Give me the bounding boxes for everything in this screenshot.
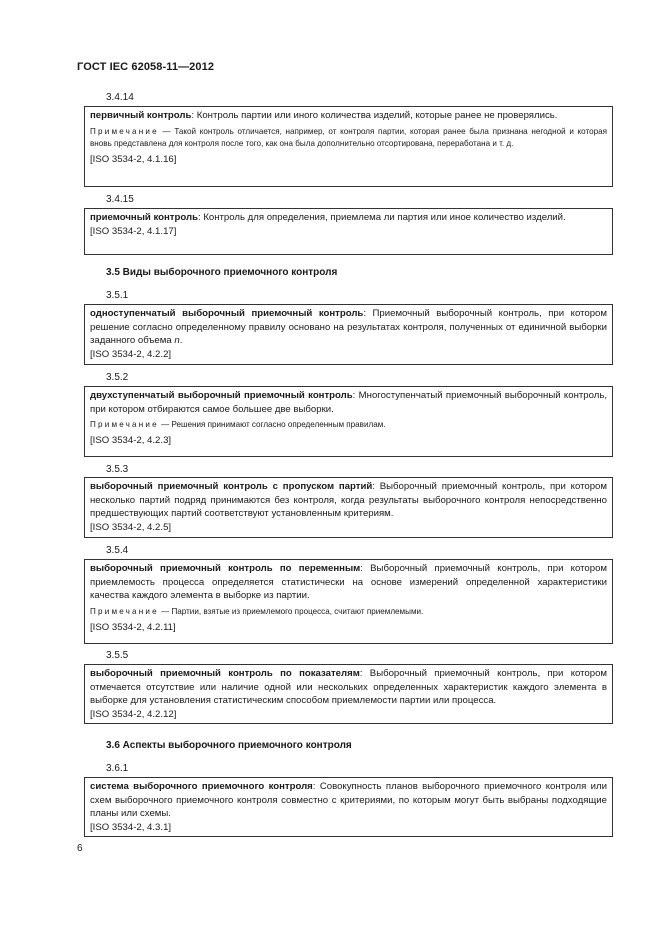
entry-number: 3.4.14 xyxy=(106,92,134,103)
entry-box-3-5-5 xyxy=(84,664,613,724)
entry-definition: одноступенчатый выборочный приемочный контроль: Приемочный выборочный контроль, при котором решение согласно определенному правилу основано на результатах контроля, полученных от единичной выборки заданного объема n. xyxy=(90,308,607,346)
entry-number: 3.5.4 xyxy=(106,545,129,556)
entry-box-3-6-1 xyxy=(84,777,613,837)
document-header: ГОСТ IEC 62058-11—2012 xyxy=(77,61,215,73)
note-label: Примечание xyxy=(90,606,159,616)
note-label: Примечание xyxy=(90,126,159,136)
entry-number: 3.4.15 xyxy=(106,194,134,205)
entry-term: первичный контроль xyxy=(90,110,192,121)
entry-term: двухступенчатый выборочный приемочный контроль xyxy=(90,390,353,401)
entry-term: выборочный приемочный контроль с пропуском партий xyxy=(90,481,373,492)
entry-number: 3.5.5 xyxy=(106,650,129,661)
entry-box-3-4-15 xyxy=(84,208,613,255)
entry-definition: двухступенчатый выборочный приемочный контроль: Многоступенчатый приемочный выборочный контроль, при котором отбираются самое большее две выборки. xyxy=(90,390,607,415)
entry-box-3-5-3 xyxy=(84,477,613,538)
entry-note: Примечание — Партии, взятые из приемлемого процесса, считают приемлемыми. xyxy=(90,606,424,616)
entry-term: выборочный приемочный контроль по показателям xyxy=(90,668,360,679)
entry-number: 3.6.1 xyxy=(106,763,129,774)
entry-box-3-5-4 xyxy=(84,559,613,644)
entry-number: 3.5.1 xyxy=(106,290,129,301)
note-label: Примечание xyxy=(90,420,159,429)
entry-definition: выборочный приемочный контроль по переменным: Выборочный приемочный контроль, при котором приемлемость процесса определяется статистически на основе измерений определенной характеристики качества каждого элемента в выборке из партии. xyxy=(90,563,608,601)
entry-definition: выборочный приемочный контроль по показателям: Выборочный приемочный контроль, при котором отмечается отсутствие или наличие одной или нескольких определенных характеристик каждого элемента в выборке для установления статистическим способом приемлемости партии или процесса. xyxy=(90,668,608,706)
entry-box-3-4-14 xyxy=(84,106,613,187)
entry-term: одноступенчатый выборочный приемочный контроль xyxy=(90,308,364,319)
entry-term: приемочный контроль xyxy=(90,212,198,223)
entry-definition: первичный контроль: Контроль партии или иного количества изделий, которые ранее не проверялись. xyxy=(90,110,558,121)
entry-source: [ISO 3534-2, 4.1.16] xyxy=(90,153,177,165)
entry-definition: система выборочного приемочного контроля: Совокупность планов выборочного приемочного контроля или схем выборочного приемочного контроля совместно с критериями, по которым могут быть выбраны подходящие планы или схемы. xyxy=(90,781,607,819)
entry-term: выборочный приемочный контроль по переменным xyxy=(90,563,361,574)
entry-term: система выборочного приемочного контроля xyxy=(90,781,313,792)
entry-note: Примечание — Решения принимают согласно определенным правилам. xyxy=(90,420,386,429)
section-heading: 3.6 Аспекты выборочного приемочного контроля xyxy=(106,740,352,751)
entry-source: [ISO 3534-2, 4.3.1] xyxy=(90,821,172,833)
entry-source: [ISO 3534-2, 4.2.11] xyxy=(90,621,176,633)
entry-source: [ISO 3534-2, 4.2.5] xyxy=(90,521,172,533)
entry-number: 3.5.3 xyxy=(106,464,129,475)
entry-box-3-5-1 xyxy=(84,304,613,365)
entry-source: [ISO 3534-2, 4.2.2] xyxy=(90,348,172,360)
entry-box-3-5-2 xyxy=(84,386,613,457)
entry-source: [ISO 3534-2, 4.1.17] xyxy=(90,225,177,237)
page-number: 6 xyxy=(77,843,83,854)
section-heading: 3.5 Виды выборочного приемочного контроля xyxy=(106,267,338,278)
entry-definition: выборочный приемочный контроль с пропуском партий: Выборочный приемочный контроль, при котором несколько партий подряд принимаются без контроля, когда результаты выборочного контроля непосредственно предшествующих партий соответствуют установленным критериям. xyxy=(90,481,607,519)
entry-source: [ISO 3534-2, 4.2.3] xyxy=(90,435,172,446)
entry-number: 3.5.2 xyxy=(106,372,129,383)
entry-note: Примечание — Такой контроль отличается, например, от контроля партии, которая ранее была признана негодной и которая вновь представлена для контроля после того, как она была дополнительно отсортирована, переработана и т. д. xyxy=(90,126,607,148)
entry-source: [ISO 3534-2, 4.2.12] xyxy=(90,708,177,720)
entry-definition: приемочный контроль: Контроль для определения, приемлема ли партия или иное количество изделий. xyxy=(90,212,566,223)
